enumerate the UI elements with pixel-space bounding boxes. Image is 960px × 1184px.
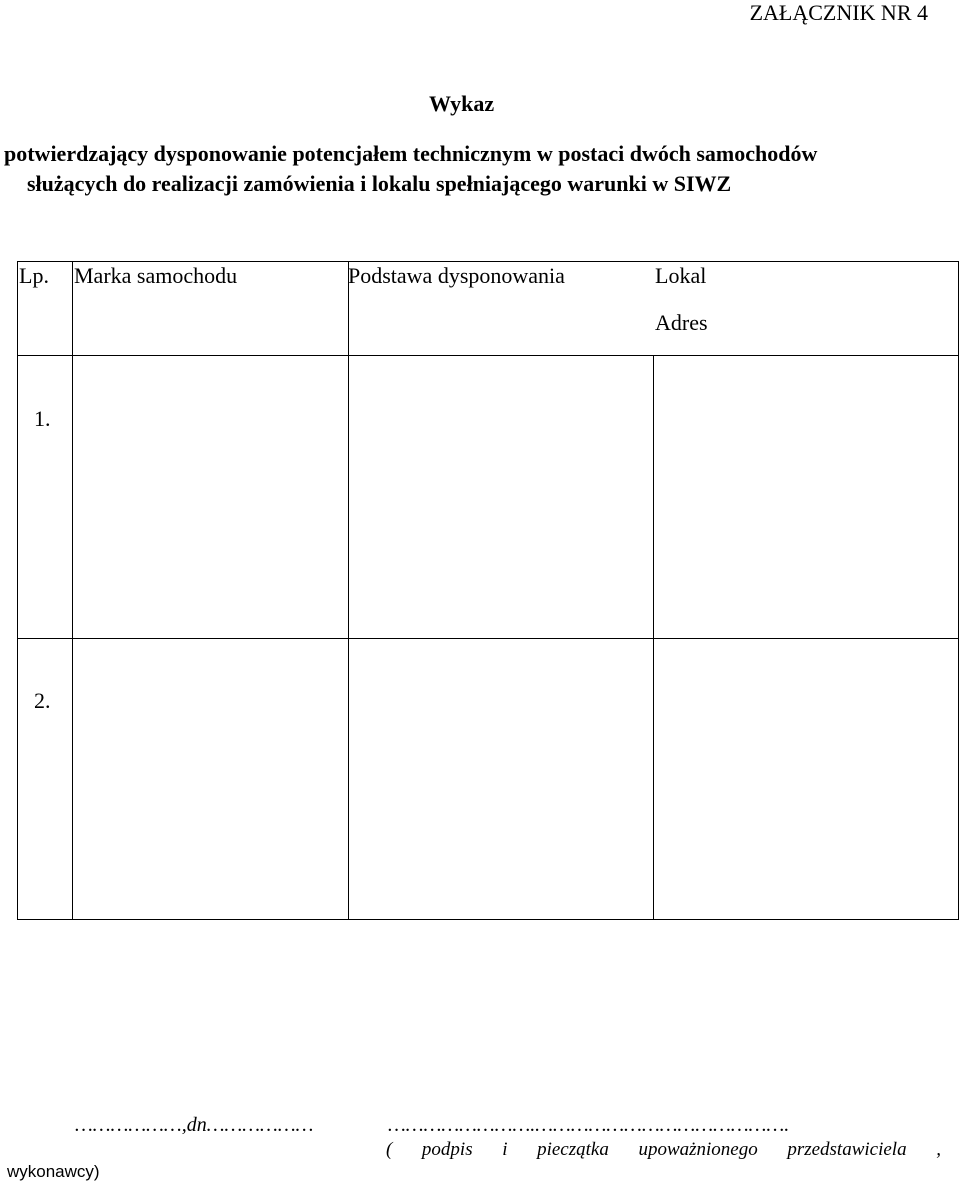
signature-line: …………………….……………………………………. [388,1114,790,1136]
table-header-address: Adres [655,310,708,335]
place-date-line: ………………,dn……………… [75,1114,314,1136]
caption-word: ( [386,1139,393,1160]
caption-word: i [502,1139,508,1160]
document-subtitle-line2: służących do realizacji zamówienia i lokalu spełniającego warunki w SIWZ [27,171,732,196]
document-title: Wykaz [429,91,495,116]
caption-word: upoważnionego [638,1139,758,1160]
table-divider-header [17,355,959,356]
signature-caption-end: wykonawcy) [7,1162,100,1181]
document-subtitle-line1: potwierdzający dysponowanie potencjałem technicznym w postaci dwóch samochodów [4,141,818,166]
table-header-lp: Lp. [19,263,49,288]
table-header-premises: Lokal [655,263,707,288]
caption-word: , [936,1139,941,1160]
caption-word: podpis [421,1139,473,1160]
table-row-1-lp: 1. [34,406,51,431]
table-row-2-lp: 2. [34,688,51,713]
caption-word: pieczątka [537,1139,609,1160]
table-header-basis: Podstawa dysponowania [348,263,565,288]
table-divider-col1 [72,261,73,920]
table-divider-row1 [17,638,959,639]
table-header-car-brand: Marka samochodu [74,263,238,288]
resources-table [17,261,959,920]
attachment-number: ZAŁĄCZNIK NR 4 [749,0,928,25]
signature-caption [386,1138,941,1162]
table-divider-col2 [348,261,349,920]
caption-word: przedstawiciela [787,1139,907,1160]
